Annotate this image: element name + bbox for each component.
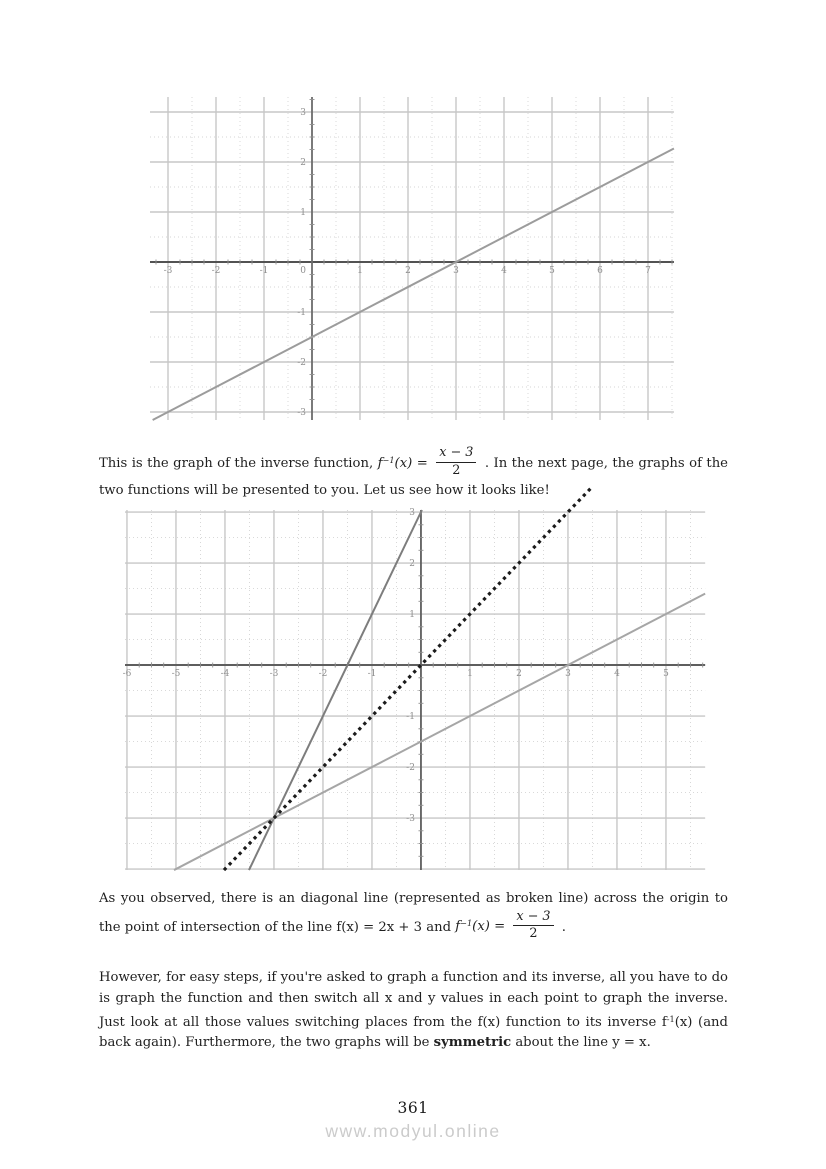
intro-text-after: . In the next page, the graphs of the two functions will be presented to you. Let us see how it looks like! xyxy=(99,456,728,498)
formula-inverse-function xyxy=(455,908,557,941)
tick-label: -1 xyxy=(259,266,269,276)
tick-label: 2 xyxy=(516,669,522,680)
page-number: 361 xyxy=(397,1099,429,1117)
series-line-y-equals-x xyxy=(224,489,591,870)
math-minus-3: − 3 xyxy=(523,908,551,924)
inverse-function-graph xyxy=(150,97,674,420)
tick-label: -4 xyxy=(220,669,230,680)
math-equals: ) = xyxy=(484,919,510,935)
tick-label: -6 xyxy=(122,669,132,680)
math-superscript: −1 xyxy=(460,918,473,929)
math-equals: ) = xyxy=(407,456,433,472)
math-f: f xyxy=(455,919,461,935)
tick-label: 3 xyxy=(300,108,306,118)
tick-label: -3 xyxy=(163,266,173,276)
tick-label: 0 xyxy=(300,266,306,276)
steps-text-3: about the line y = x. xyxy=(511,1035,651,1051)
math-x: x xyxy=(516,908,524,924)
tick-label: 2 xyxy=(409,559,415,570)
tick-label: 6 xyxy=(597,266,603,276)
observation-text-after: . xyxy=(557,919,566,935)
math-minus-3: − 3 xyxy=(446,445,474,461)
tick-label: -2 xyxy=(406,763,415,774)
figure-function-and-inverse-graph xyxy=(122,508,705,870)
tick-label: -1 xyxy=(367,669,377,680)
paragraph-steps xyxy=(99,968,728,1054)
tick-label: 1 xyxy=(357,266,363,276)
tick-label: 7 xyxy=(645,266,651,276)
math-superscript: −1 xyxy=(382,454,395,465)
tick-label: 2 xyxy=(405,266,411,276)
tick-label: -2 xyxy=(297,358,306,368)
inline-superscript: -1 xyxy=(666,1014,675,1024)
tick-label: 4 xyxy=(501,266,507,276)
tick-label: 5 xyxy=(549,266,555,276)
fraction-numerator xyxy=(513,910,553,926)
tick-label: -1 xyxy=(297,308,306,318)
math-fraction xyxy=(436,446,476,478)
tick-label: 1 xyxy=(467,669,473,680)
series-line-f-inverse xyxy=(153,149,674,421)
paragraph-observation xyxy=(99,889,728,944)
tick-label: -1 xyxy=(406,712,415,723)
function-and-inverse-graph xyxy=(122,508,705,870)
tick-label: 1 xyxy=(300,208,306,218)
math-x: x xyxy=(399,456,408,472)
math-paren: ( xyxy=(472,919,478,935)
paragraph-intro xyxy=(99,446,728,501)
math-x: x xyxy=(477,919,485,935)
tick-label: 5 xyxy=(663,669,669,680)
tick-label: -3 xyxy=(269,669,279,680)
observation-text-before: As you observed, there is an diagonal line (represented as broken line) across the origin to the point of intersection of the line f(x) = 2x + 3 and xyxy=(99,891,728,935)
tick-label: 3 xyxy=(565,669,571,680)
formula-inverse-function xyxy=(377,445,481,478)
series-line-f-inverse xyxy=(171,594,705,870)
tick-label: -3 xyxy=(406,814,415,825)
symmetric-bold: symmetric xyxy=(433,1035,512,1051)
intro-text-before: This is the graph of the inverse function, xyxy=(99,456,378,472)
math-paren: ( xyxy=(394,456,400,472)
tick-label: 4 xyxy=(614,669,620,680)
watermark: www.modyul.online xyxy=(325,1121,501,1141)
tick-label: 1 xyxy=(409,610,415,621)
math-f: f xyxy=(377,456,383,472)
tick-label: -3 xyxy=(297,408,306,418)
steps-text-1: However, for easy steps, if you're asked to graph a function and its inverse, all you have to do is graph the function and then switch all x and y values in each point to graph the inverse. Just look at all those values switching places from the f(x) function to its inverse f xyxy=(99,970,728,1031)
tick-label: -2 xyxy=(318,669,328,680)
fraction-denominator: 2 xyxy=(529,925,538,941)
tick-label: 3 xyxy=(453,266,459,276)
tick-label: -5 xyxy=(171,669,181,680)
math-x: x xyxy=(439,445,447,461)
math-fraction xyxy=(513,910,553,942)
steps-text-2: (x) (and back again). Furthermore, the two graphs will be xyxy=(99,1015,728,1051)
figure-inverse-function-graph xyxy=(150,97,674,420)
fraction-numerator xyxy=(436,446,476,462)
tick-label: -2 xyxy=(211,266,221,276)
fraction-denominator: 2 xyxy=(452,462,461,478)
tick-label: 3 xyxy=(409,508,415,519)
tick-label: 2 xyxy=(300,158,306,168)
